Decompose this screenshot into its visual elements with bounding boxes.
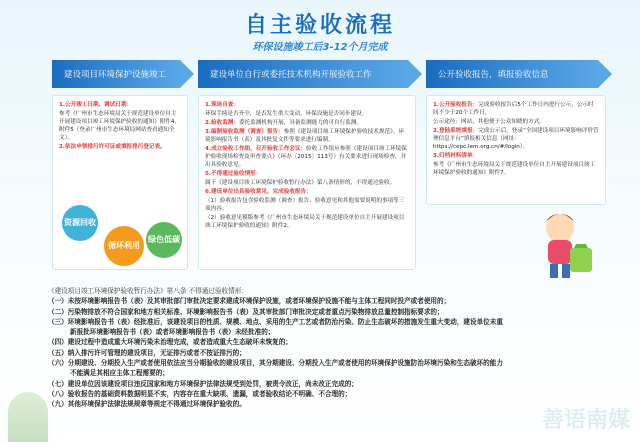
panel-step-3 [426,95,606,205]
panel3-p3-body: 参考《广州市生态环境局关于规范建设单位自主开展建设项目竣工环境保护验收的通知》附件7。 [433,162,596,176]
rule-item: （九）其他环境保护法律法规规章等规定不得通过环境保护验收的。 [48,400,246,409]
panel1-p1-body: 参考《广州市生态环境局关于规范建设单位自主开展建设项目竣工环境保护验收的通知》附件4、附件5（登录广州市生态环境局网站查看通知全文）。 [59,111,181,141]
panel2-p2-body: 委托监测机构开展，具备监测能力的可自行监测。 [239,120,363,126]
panel3-p3-head: 3.归档材料清单： [433,153,479,159]
rules-lead: 《建设项目竣工环境保护验收暂行办法》第八条 不得通过验收情形： [48,287,248,295]
panel3-p2-head: 2.登陆系统填报： [433,128,479,134]
panel2-p6-head: 6.建设单位出具验收意见，完成验收报告： [205,189,312,195]
circle-green-lowcarbon: 绿色低碳 [146,222,182,258]
step-banner-2: 建设单位自行或委托技术机构开展验收工作 [198,60,408,88]
panel3-p1-b: 公示途径：网站、其他便于公众知晓的方式。 [433,119,545,125]
panel2-p5-body: 属于《建设项目竣工环境保护验收暂行办法》第八条情形的，不得通过验收。 [205,180,396,186]
page-subtitle: 环保设施竣工后3-12个月完成 [252,42,388,53]
circle-resource-recovery: 资源回收 [62,205,98,241]
rule-item-cont: 新报批环境影响报告书（表）或者环境影响报告书（表）未经批准的； [70,328,275,337]
step-banner-3: 公开验收报告，填报验收信息 [426,60,598,88]
illustration-child-icon [520,200,606,286]
panel-step-2 [198,95,416,270]
panel2-p1-head: 1.现场自查： [205,102,239,108]
panel2-p1-body: 环保手续是否齐全，是否发生重大变动，环保设施是否同步建设。 [205,111,368,117]
rule-item: （五）纳入排污许可管理的建设项目，无证排污或者不按证排污的； [48,348,246,357]
panel2-p6-a: （1）验收报告包含验收监测（调查）报告、验收意见和其他需要说明的事项等三项内容； [205,198,405,212]
panel3-p2-body: 完成公示后，登录“全国建设项目环境影响评价管理信息平台”填报相关信息（网址：https://cepc.lem.org.cn/#/login）。 [433,128,599,150]
panel3-p1-head: 1.公开验收报告： [433,102,479,108]
panel2-p4-body: 验收工作组应参照《建设项目竣工环境保护验收现场检查及审查要点》（环办〔2015〕113号）有关要求进行现场检查，并出具验收意见。 [205,146,407,168]
decoration-plant [8,392,48,442]
panel2-p6-b: （2）验收意见模版参考《广州市生态环境局关于规范建设单位自主开展建设项目竣工环境保护验收的通知》附件2。 [205,215,405,229]
circle-recycling: 循环利用 [104,226,144,266]
panel2-p3-head: 3.编制验收监测（调查）报告： [205,129,284,135]
rule-item: （三）环境影响报告书（表）经批准后，该建设项目的性质、规模、地点、采用的生产工艺或者防治污染、防止生态破坏的措施发生重大变动，建设单位未重 [48,317,503,326]
rule-item: （二）污染物排放不符合国家和地方相关标准、环境影响报告书（表）及其审批部门审批决定或者重点污染物排放总量控制指标要求的； [48,307,444,316]
panel3-p1-body: 完成验收报告后5个工作日内进行公示，公示时间不少于20个工作日。 [433,102,594,116]
rule-item-cont: 不能满足其相应主体工程需要的； [70,369,169,378]
watermark: 善语南媒 [541,408,630,433]
panel2-p3-body: 参照《建设项目竣工环境保护验收技术规范》、环境影响报告书（表）及其批复文件等要求进行编制。 [205,129,405,143]
panel2-p5-head: 5.不得通过验收情形： [205,171,262,177]
rule-item: （八）验收报告的基础资料数据明显不实，内容存在重大缺项、遗漏，或者验收结论不明确、不合理的； [48,389,352,398]
step-banner-1: 建设项目环境保护设施竣工 [52,60,180,88]
panel2-p2-head: 2.验收监测： [205,120,239,126]
page-title: 自主验收流程 [244,13,395,38]
rule-item: （一）未按环境影响报告书（表）及其审批部门审批决定要求建成环境保护设施，或者环境保护设施不能与主体工程同时投产或者使用的； [48,297,451,306]
panel1-p2-head: 2.依法申领排污许可证或填报排污登记表。 [59,144,166,150]
rules-section [48,286,608,410]
rule-item: （四）建设过程中造成重大环境污染未治理完成，或者造成重大生态破坏未恢复的； [48,338,292,347]
panel1-p1-head: 1.公开竣工日期、调试日期： [59,102,133,108]
rule-item: （七）建设单位因该建设项目违反国家和地方环境保护法律法规受到处罚，被责令改正，尚未改正完成的； [48,379,358,388]
panel2-p4-head: 4.成立验收工作组，召开验收工作会议： [205,146,307,152]
rule-item: （六）分期建设、分期投入生产或者使用依法应当分期验收的建设项目，其分期建设、分期投入生产或者使用的环境保护设施防治环境污染和生态破坏的能力 [48,359,503,368]
